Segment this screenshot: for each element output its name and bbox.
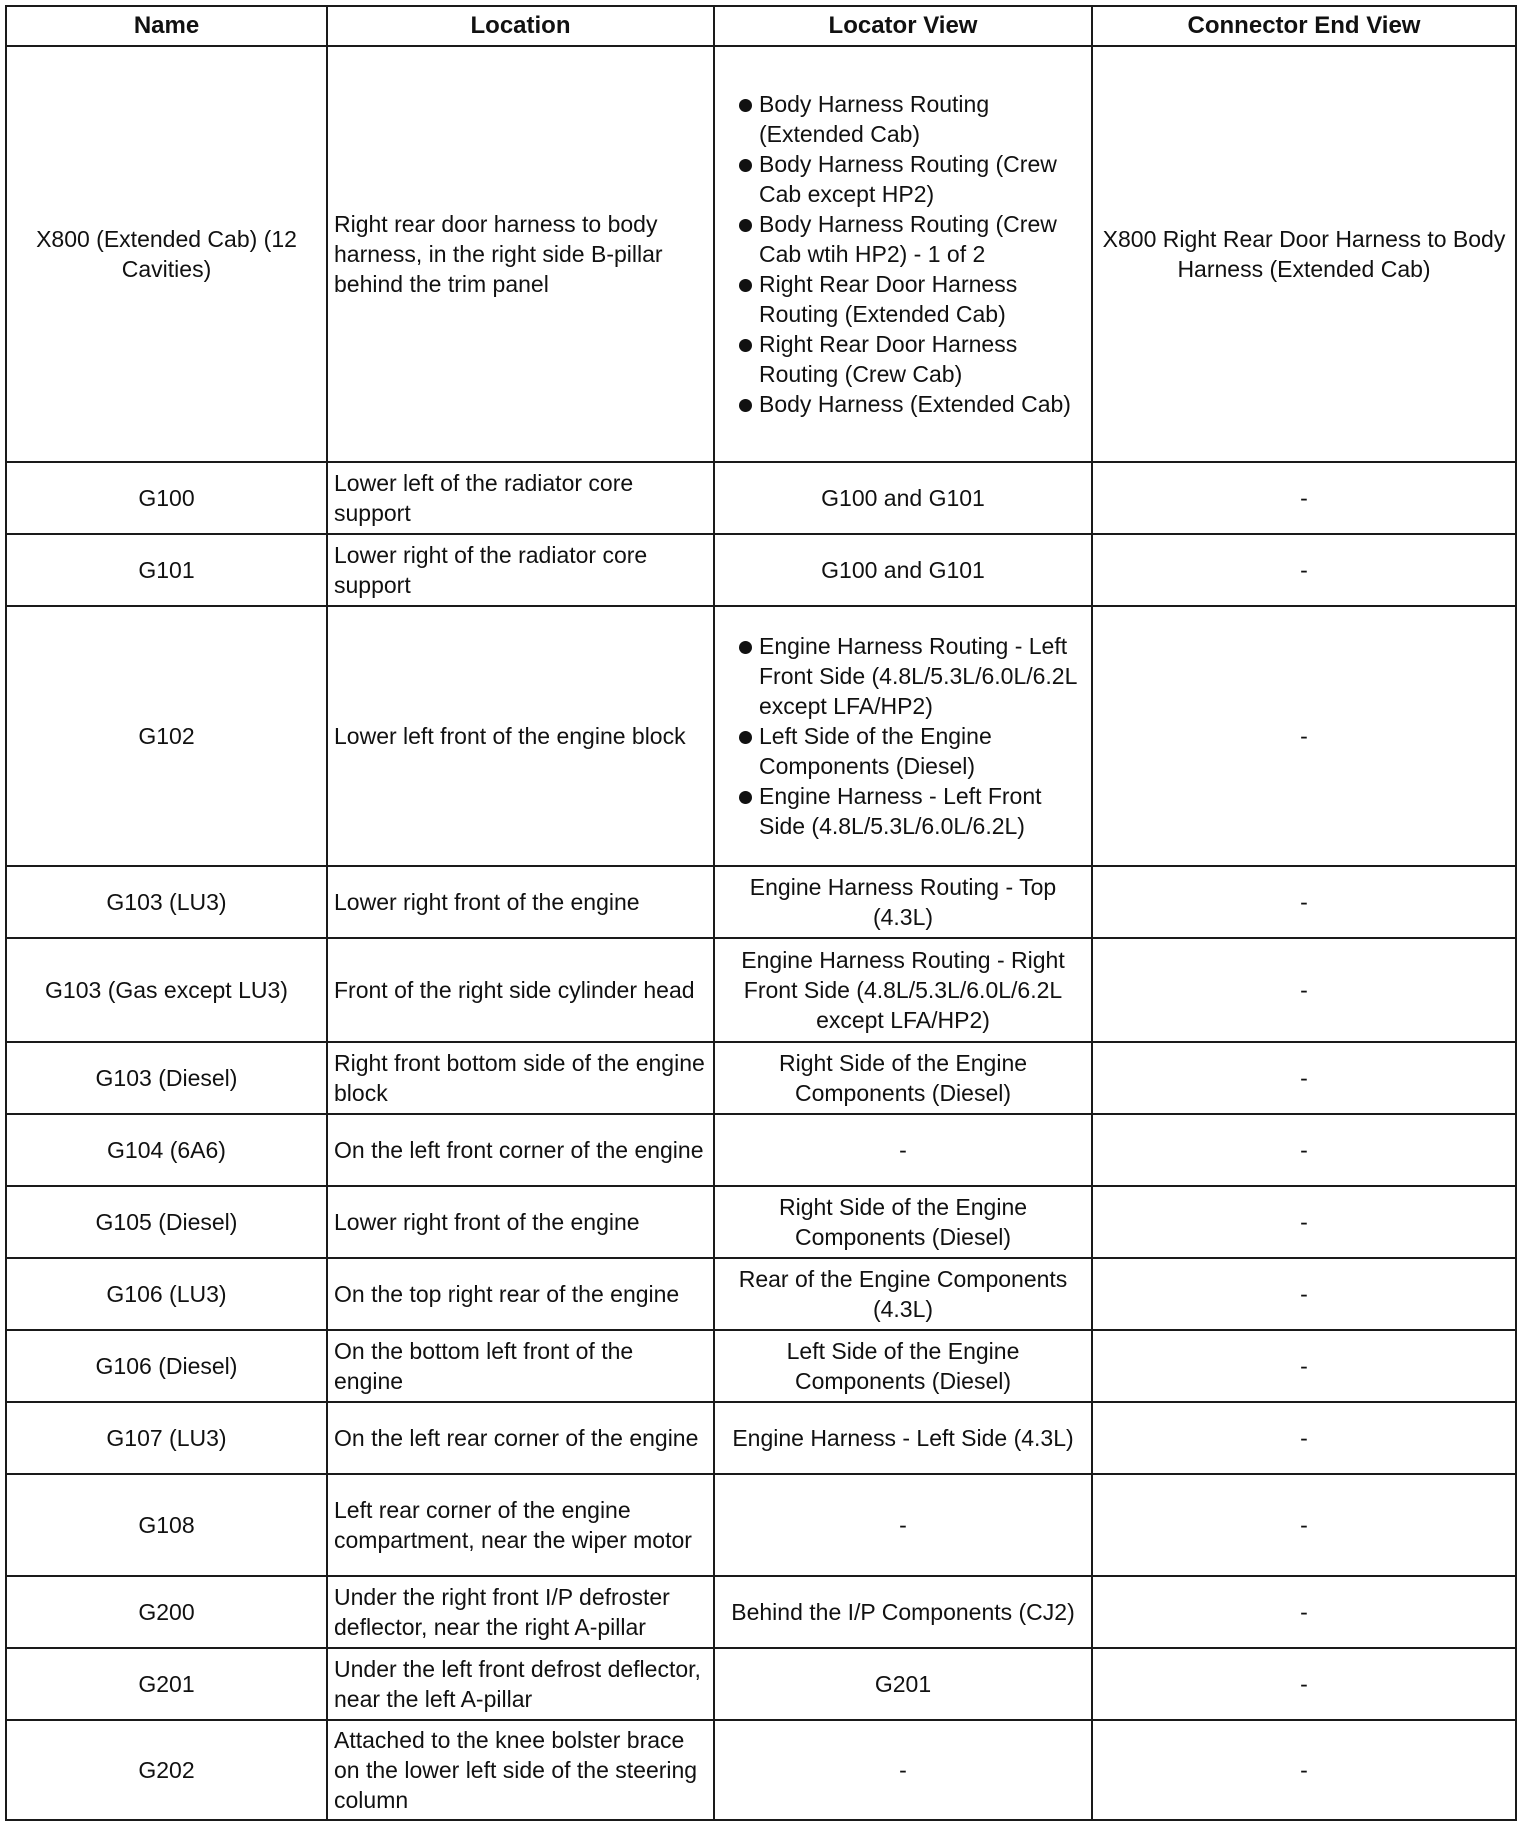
cell-locator-view: Engine Harness Routing - Top (4.3L) <box>714 866 1092 938</box>
cell-locator-view <box>714 606 1092 866</box>
cell-connector-end-view: - <box>1092 938 1516 1042</box>
table-row <box>6 1576 1516 1648</box>
cell-name: X800 (Extended Cab) (12 Cavities) <box>6 46 327 462</box>
cell-location: Under the right front I/P defroster deflector, near the right A-pillar <box>327 1576 714 1648</box>
table-row <box>6 462 1516 534</box>
cell-locator-view: - <box>714 1114 1092 1186</box>
table-row <box>6 938 1516 1042</box>
locator-list-item: Engine Harness - Left Front Side (4.8L/5.3L/6.0L/6.2L) <box>721 781 1085 841</box>
cell-locator-view: Engine Harness Routing - Right Front Side (4.8L/5.3L/6.0L/6.2L except LFA/HP2) <box>714 938 1092 1042</box>
cell-name: G103 (Diesel) <box>6 1042 327 1114</box>
cell-name: G200 <box>6 1576 327 1648</box>
table-row <box>6 1186 1516 1258</box>
cell-location: On the left front corner of the engine <box>327 1114 714 1186</box>
table-row <box>6 1720 1516 1820</box>
cell-locator-view: - <box>714 1720 1092 1820</box>
locator-list-item: Left Side of the Engine Components (Diesel) <box>721 721 1085 781</box>
cell-locator-view: Left Side of the Engine Components (Diesel) <box>714 1330 1092 1402</box>
cell-name: G105 (Diesel) <box>6 1186 327 1258</box>
cell-name: G108 <box>6 1474 327 1576</box>
cell-location: Lower left of the radiator core support <box>327 462 714 534</box>
cell-connector-end-view: - <box>1092 1648 1516 1720</box>
cell-name: G103 (Gas except LU3) <box>6 938 327 1042</box>
cell-name: G201 <box>6 1648 327 1720</box>
cell-location: Under the left front defrost deflector, near the left A-pillar <box>327 1648 714 1720</box>
cell-connector-end-view: - <box>1092 1330 1516 1402</box>
cell-location: Front of the right side cylinder head <box>327 938 714 1042</box>
cell-locator-view <box>714 46 1092 462</box>
locator-list-item: Right Rear Door Harness Routing (Extended Cab) <box>721 269 1085 329</box>
cell-location: Lower right of the radiator core support <box>327 534 714 606</box>
cell-connector-end-view: - <box>1092 1258 1516 1330</box>
cell-connector-end-view: - <box>1092 866 1516 938</box>
table-row <box>6 1648 1516 1720</box>
header-location: Location <box>327 6 714 46</box>
cell-connector-end-view: - <box>1092 1720 1516 1820</box>
locator-list-item: Right Rear Door Harness Routing (Crew Cab) <box>721 329 1085 389</box>
locator-list <box>721 631 1085 841</box>
locator-list-item: Body Harness Routing (Crew Cab wtih HP2) - 1 of 2 <box>721 209 1085 269</box>
cell-locator-view: Engine Harness - Left Side (4.3L) <box>714 1402 1092 1474</box>
cell-location: Lower right front of the engine <box>327 866 714 938</box>
cell-location: On the left rear corner of the engine <box>327 1402 714 1474</box>
cell-connector-end-view: - <box>1092 1402 1516 1474</box>
locator-list-item: Body Harness Routing (Crew Cab except HP2) <box>721 149 1085 209</box>
cell-locator-view: G100 and G101 <box>714 462 1092 534</box>
header-locator-view: Locator View <box>714 6 1092 46</box>
cell-name: G202 <box>6 1720 327 1820</box>
cell-connector-end-view: - <box>1092 1114 1516 1186</box>
table-body <box>6 46 1516 1820</box>
cell-locator-view: G100 and G101 <box>714 534 1092 606</box>
cell-name: G100 <box>6 462 327 534</box>
cell-name: G101 <box>6 534 327 606</box>
table-row <box>6 1258 1516 1330</box>
cell-location: Right front bottom side of the engine block <box>327 1042 714 1114</box>
connector-location-table <box>5 5 1517 1821</box>
cell-connector-end-view: - <box>1092 534 1516 606</box>
cell-connector-end-view: - <box>1092 1042 1516 1114</box>
table-row <box>6 1474 1516 1576</box>
locator-list-item: Body Harness (Extended Cab) <box>721 389 1085 419</box>
cell-name: G102 <box>6 606 327 866</box>
locator-list-item: Engine Harness Routing - Left Front Side (4.8L/5.3L/6.0L/6.2L except LFA/HP2) <box>721 631 1085 721</box>
table-row <box>6 1114 1516 1186</box>
cell-name: G103 (LU3) <box>6 866 327 938</box>
cell-locator-view: G201 <box>714 1648 1092 1720</box>
cell-name: G104 (6A6) <box>6 1114 327 1186</box>
cell-location: Lower left front of the engine block <box>327 606 714 866</box>
header-row <box>6 6 1516 46</box>
cell-connector-end-view: - <box>1092 1474 1516 1576</box>
table-row <box>6 1402 1516 1474</box>
table-row <box>6 534 1516 606</box>
cell-location: Left rear corner of the engine compartment, near the wiper motor <box>327 1474 714 1576</box>
cell-location: Attached to the knee bolster brace on the lower left side of the steering column <box>327 1720 714 1820</box>
cell-locator-view: Right Side of the Engine Components (Diesel) <box>714 1186 1092 1258</box>
cell-location: On the top right rear of the engine <box>327 1258 714 1330</box>
table-row <box>6 866 1516 938</box>
cell-locator-view: Behind the I/P Components (CJ2) <box>714 1576 1092 1648</box>
header-connector-end-view: Connector End View <box>1092 6 1516 46</box>
table-row <box>6 1330 1516 1402</box>
table-row <box>6 46 1516 462</box>
cell-locator-view: - <box>714 1474 1092 1576</box>
cell-locator-view: Right Side of the Engine Components (Diesel) <box>714 1042 1092 1114</box>
cell-name: G106 (LU3) <box>6 1258 327 1330</box>
cell-connector-end-view: - <box>1092 462 1516 534</box>
cell-location: On the bottom left front of the engine <box>327 1330 714 1402</box>
cell-connector-end-view: - <box>1092 606 1516 866</box>
table-row <box>6 606 1516 866</box>
cell-location: Right rear door harness to body harness, in the right side B-pillar behind the trim panel <box>327 46 714 462</box>
cell-name: G106 (Diesel) <box>6 1330 327 1402</box>
header-name: Name <box>6 6 327 46</box>
table-row <box>6 1042 1516 1114</box>
cell-connector-end-view: X800 Right Rear Door Harness to Body Harness (Extended Cab) <box>1092 46 1516 462</box>
cell-name: G107 (LU3) <box>6 1402 327 1474</box>
locator-list <box>721 89 1085 419</box>
cell-location: Lower right front of the engine <box>327 1186 714 1258</box>
cell-connector-end-view: - <box>1092 1576 1516 1648</box>
cell-locator-view: Rear of the Engine Components (4.3L) <box>714 1258 1092 1330</box>
locator-list-item: Body Harness Routing (Extended Cab) <box>721 89 1085 149</box>
cell-connector-end-view: - <box>1092 1186 1516 1258</box>
